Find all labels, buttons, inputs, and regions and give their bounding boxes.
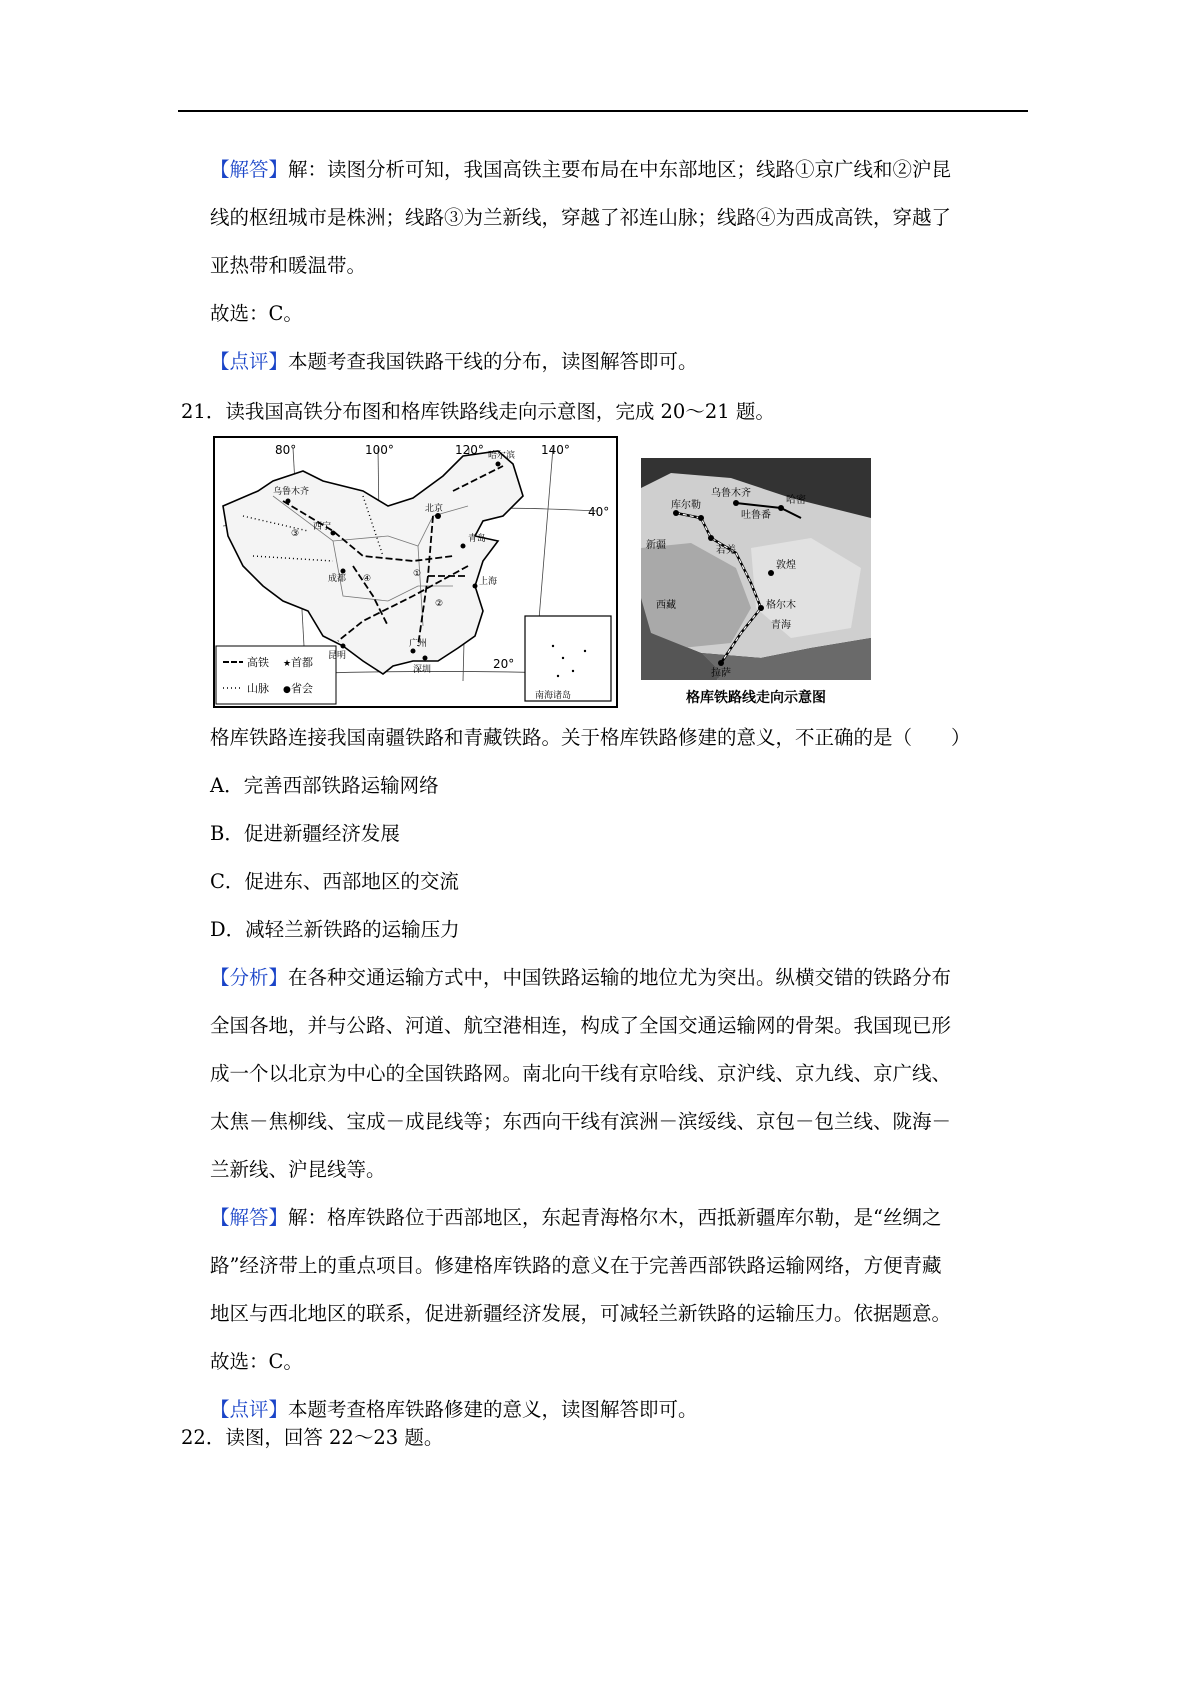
city-kunming: 昆明 [328,651,347,661]
place-turpan: 吐鲁番 [741,510,771,521]
city-urumqi: 乌鲁木齐 [273,487,310,497]
lat-40: 40° [588,505,610,519]
choice-21: 故选：C。 [210,1350,303,1373]
analysis-line-2: 全国各地，并与公路、河道、航空港相连，构成了全国交通运输网的骨架。我国现已形 [210,1014,952,1037]
prev-choice: 故选：C。 [210,302,303,325]
answer-line-1 [210,1194,1025,1242]
lon-100: 100° [365,443,394,457]
route-1: ① [413,569,422,579]
place-golmud: 格尔木 [766,600,796,611]
lon-140: 140° [541,443,570,457]
legend-provincial-capital: 省会 [291,682,313,695]
route-3: ③ [291,529,300,539]
comment-text-21: 本题考查格库铁路修建的意义，读图解答即可。 [288,1398,698,1421]
prev-answer-text-1: 解：读图分析可知，我国高铁主要布局在中东部地区；线路①京广线和②沪昆 [288,158,952,181]
route-2: ② [435,599,444,609]
city-shanghai: 上海 [479,577,498,587]
question-22-stem: 22．读图，回答 22～23 题。 [181,1426,444,1449]
prev-comment-text: 本题考查我国铁路干线的分布，读图解答即可。 [288,350,698,373]
analysis-line-1 [210,954,1025,1002]
route-4: ④ [363,574,372,584]
map-right-caption: 格库铁路线走向示意图 [686,690,826,706]
prev-answer-line-1 [210,146,1025,194]
analysis-line-5: 兰新线、沪昆线等。 [210,1158,386,1181]
question-21-stem: 21．读我国高铁分布图和格库铁路线走向示意图，完成 20～21 题。 [181,400,775,423]
comment-tag-21: 【点评】 [210,1398,289,1421]
city-shenzhen: 深圳 [413,665,432,675]
option-c[interactable]: C．促进东、西部地区的交流 [210,870,459,893]
place-dunhuang: 敦煌 [776,560,796,571]
analysis-line-4: 太焦－焦柳线、宝成－成昆线等；东西向干线有滨洲－滨绥线、京包－包兰线、陇海－ [210,1110,952,1133]
answer-line-3: 地区与西北地区的联系，促进新疆经济发展，可减轻兰新铁路的运输压力。依据题意。 [210,1302,952,1325]
answer-tag-21: 【解答】 [210,1206,289,1229]
svg-text:★: ★ [283,659,292,669]
place-urumqi: 乌鲁木齐 [711,488,751,499]
city-xining: 西宁 [313,522,332,532]
analysis-line-3: 成一个以北京为中心的全国铁路网。南北向干线有京哈线、京沪线、京九线、京广线、 [210,1062,952,1085]
place-lhasa: 拉萨 [711,668,731,679]
analysis-text-1: 在各种交通运输方式中，中国铁路运输的地位尤为突出。纵横交错的铁路分布 [288,966,952,989]
city-qingdao: 青岛 [468,534,487,544]
comment-tag: 【点评】 [210,350,289,373]
prev-answer-line-2: 线的枢纽城市是株洲；线路③为兰新线，穿越了祁连山脉；线路④为西成高铁，穿越了 [210,206,952,229]
place-xinjiang: 新疆 [646,540,666,551]
city-guangzhou: 广州 [409,639,428,649]
place-hami: 哈密 [786,495,806,506]
china-high-speed-rail-map [213,436,618,708]
city-chengdu: 成都 [328,574,347,584]
place-qinghai: 青海 [771,620,791,631]
option-d[interactable]: D．减轻兰新铁路的运输压力 [210,918,460,941]
city-beijing: 北京 [425,504,444,514]
place-xizang: 西藏 [656,600,676,611]
svg-text:●: ● [283,685,291,695]
analysis-tag: 【分析】 [210,966,289,989]
header-rule [178,110,1028,112]
place-korla: 库尔勒 [671,500,701,511]
prev-answer [210,146,1025,386]
inset-label: 南海诸岛 [535,691,572,701]
question-21-text: 格库铁路连接我国南疆铁路和青藏铁路。关于格库铁路修建的意义，不正确的是（ ） [210,726,971,749]
prev-answer-line-3: 亚热带和暖温带。 [210,254,367,277]
answer-text-1: 解：格库铁路位于西部地区，东起青海格尔木，西抵新疆库尔勒，是“丝绸之 [288,1206,942,1229]
question-21-body [210,714,1025,1434]
option-a[interactable]: A．完善西部铁路运输网络 [210,774,439,797]
legend-mountain: 山脉 [247,682,269,695]
golmud-korla-railway-map [641,458,871,712]
answer-line-2: 路”经济带上的重点项目。修建格库铁路的意义在于完善西部铁路运输网络，方便青藏 [210,1254,942,1277]
legend-capital: 首都 [291,656,313,669]
lon-120: 120° [455,443,484,457]
lat-20: 20° [493,657,515,671]
figures [213,436,873,714]
prev-comment [210,338,1025,386]
place-ruoqiang: 若羌 [716,545,736,556]
city-harbin: 哈尔滨 [488,451,516,461]
answer-tag: 【解答】 [210,158,289,181]
legend-hsr: 高铁 [247,656,269,669]
option-b[interactable]: B．促进新疆经济发展 [210,822,400,845]
lon-80: 80° [275,443,297,457]
